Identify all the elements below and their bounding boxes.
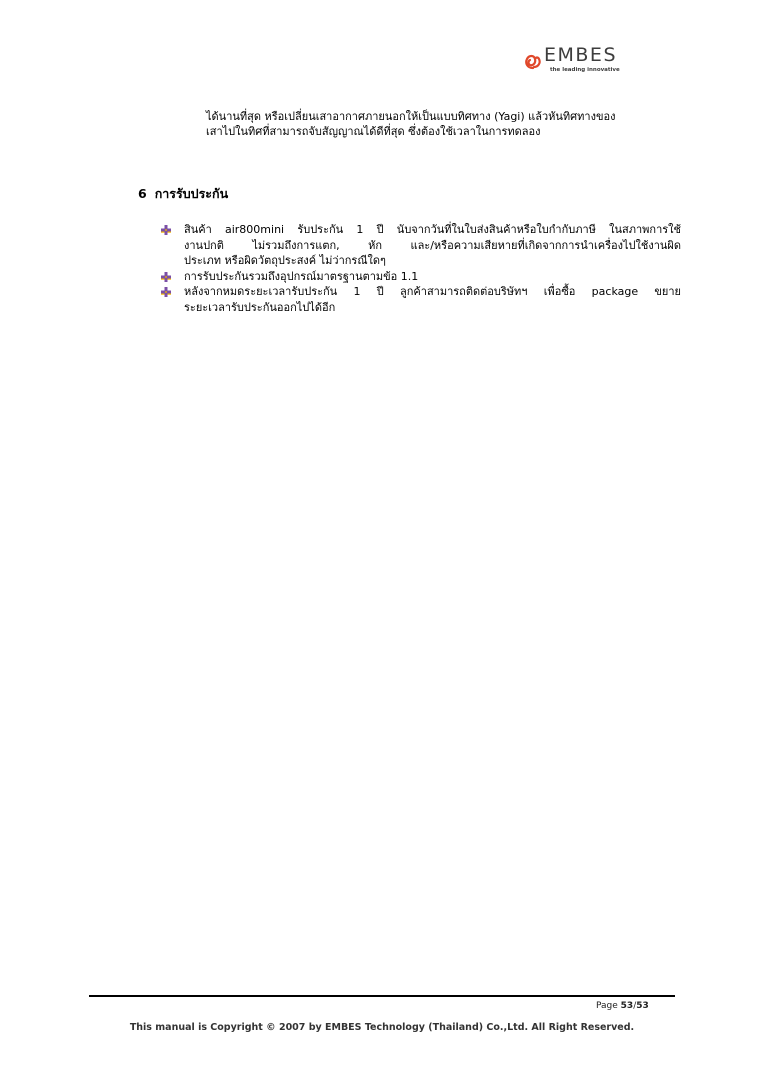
section-number: 6 bbox=[138, 186, 147, 201]
intro-paragraph bbox=[206, 109, 676, 139]
bullet-plus-icon bbox=[161, 225, 171, 235]
list-item bbox=[161, 284, 681, 315]
logo-wordmark: EMBES bbox=[544, 44, 617, 66]
company-logo bbox=[522, 44, 626, 78]
list-item-line: หลังจากหมดระยะเวลารับประกัน 1 ปี ลูกค้าสามารถติดต่อบริษัทฯ เพื่อซื้อ package ขยาย bbox=[184, 285, 681, 298]
page-label: Page bbox=[596, 1001, 618, 1011]
list-item bbox=[161, 269, 681, 285]
list-item-line: สินค้า air800mini รับประกัน 1 ปี นับจากวันที่ในใบส่งสินค้าหรือใบกำกับภาษี ในสภาพการใช้ bbox=[184, 223, 681, 236]
bullet-plus-icon bbox=[161, 287, 171, 297]
copyright-notice: This manual is Copyright © 2007 by EMBES Technology (Thailand) Co.,Ltd. All Right Reserved. bbox=[129, 1022, 635, 1033]
intro-line: เสาไปในทิศที่สามารถจับสัญญาณได้ดีที่สุด ซึ่งต้องใช้เวลาในการทดลอง bbox=[206, 125, 541, 138]
list-item bbox=[161, 222, 681, 269]
list-item-line: ประเภท หรือผิดวัตถุประสงค์ ไม่ว่ากรณีใดๆ bbox=[184, 254, 386, 267]
list-item-line: งานปกติ ไม่รวมถึงการแตก, หัก และ/หรือความเสียหายที่เกิดจากการนำเครื่องไปใช้งานผิด bbox=[184, 238, 681, 252]
warranty-bullet-list bbox=[161, 222, 681, 315]
list-item-line: ระยะเวลารับประกันออกไปได้อีก bbox=[184, 300, 336, 314]
logo-tagline: the leading innovative bbox=[550, 67, 620, 73]
page-separator: / bbox=[633, 1001, 637, 1011]
list-item-line: การรับประกันรวมถึงอุปกรณ์มาตรฐานตามข้อ 1.1 bbox=[184, 269, 419, 283]
embes-logo-mark-icon bbox=[522, 50, 544, 72]
bullet-plus-icon bbox=[161, 272, 171, 282]
section-title-text: การรับประกัน bbox=[154, 186, 229, 201]
page-current: 53 bbox=[620, 1001, 634, 1011]
page-total: 53 bbox=[636, 1001, 649, 1011]
page-number bbox=[596, 1000, 649, 1012]
section-heading bbox=[138, 186, 228, 202]
intro-line: ได้นานที่สุด หรือเปลี่ยนเสาอากาศภายนอกให้เป็นแบบทิศทาง (Yagi) แล้วหันทิศทางของ bbox=[206, 110, 616, 123]
footer-divider bbox=[89, 995, 675, 997]
